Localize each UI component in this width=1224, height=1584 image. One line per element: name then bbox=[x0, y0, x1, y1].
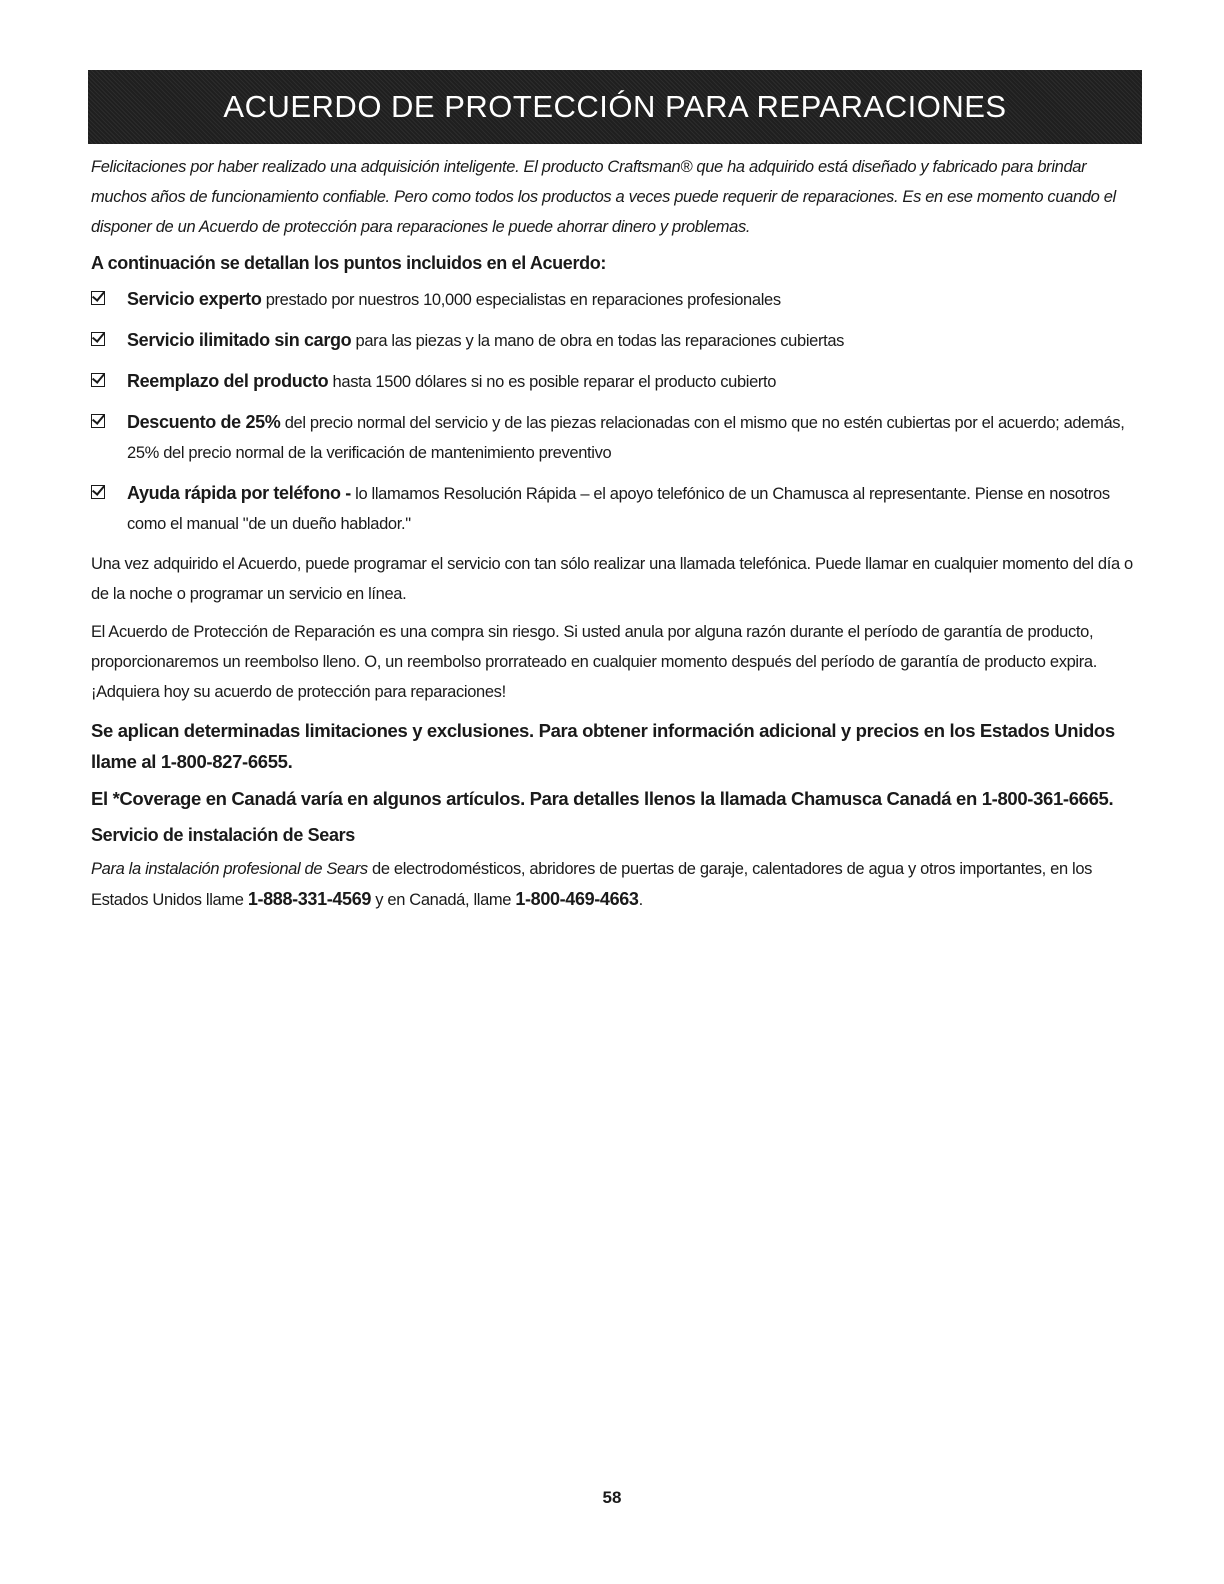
benefit-text: para las piezas y la mano de obra en todas las reparaciones cubiertas bbox=[351, 332, 845, 350]
benefit-title: Servicio experto bbox=[127, 289, 262, 309]
list-item bbox=[91, 284, 1141, 315]
installation-heading: Servicio de instalación de Sears bbox=[91, 825, 355, 845]
intro-paragraph: Felicitaciones por haber realizado una adquisición inteligente. El producto Craftsman® que ha adquirido está diseñado y fabricado para brindar muchos años de funcionamiento confiable. Pero como todos los productos a veces puede requerir de reparaciones. Es en ese momento cuando el disponer de un Acuerdo de protección para reparaciones le puede ahorrar dinero y problemas. bbox=[91, 158, 1116, 236]
list-item bbox=[91, 325, 1141, 356]
checkbox-checked-icon bbox=[91, 332, 105, 346]
installation-text-3: . bbox=[638, 891, 643, 909]
installation-text-2: y en Canadá, llame bbox=[371, 891, 516, 909]
benefit-title: Reemplazo del producto bbox=[127, 371, 329, 391]
benefit-title: Servicio ilimitado sin cargo bbox=[127, 330, 352, 350]
installation-lead: Para la instalación profesional de Sears bbox=[91, 860, 368, 878]
benefit-text: del precio normal del servicio y de las piezas relacionadas con el mismo que no estén cubiertas por el acuerdo; además, 25% del precio normal de la verificación de mantenimiento preventivo bbox=[127, 414, 1125, 462]
us-phone-number: 1-888-331-4569 bbox=[247, 889, 372, 909]
us-contact-notice: Se aplican determinadas limitaciones y exclusiones. Para obtener información adicional y precios en los Estados Unidos llame al 1-800-827-6655. bbox=[91, 720, 1115, 772]
title-banner bbox=[88, 70, 1142, 144]
benefit-text: hasta 1500 dólares si no es posible reparar el producto cubierto bbox=[328, 373, 777, 391]
risk-free-paragraph: El Acuerdo de Protección de Reparación es una compra sin riesgo. Si usted anula por alguna razón durante el período de garantía de producto, proporcionaremos un reembolso lleno. O, un reembolso prorrateado en cualquier momento después del período de garantía de producto expira. ¡Adquiera hoy su acuerdo de protección para reparaciones! bbox=[91, 623, 1097, 701]
installation-text-1: de electrodomésticos, abridores de puertas de garaje, calentadores de agua y otros importantes, en los Estados Unidos llame bbox=[91, 860, 1093, 909]
page-number: 58 bbox=[602, 1488, 622, 1507]
benefit-text: prestado por nuestros 10,000 especialistas en reparaciones profesionales bbox=[261, 291, 781, 309]
benefit-text: lo llamamos Resolución Rápida – el apoyo telefónico de un Chamusca al representante. Piense en nosotros como el manual "de un dueño hablador." bbox=[127, 485, 1110, 533]
checkbox-checked-icon bbox=[91, 485, 105, 499]
checkbox-checked-icon bbox=[91, 373, 105, 387]
installation-paragraph bbox=[91, 854, 1141, 915]
list-item bbox=[91, 366, 1141, 397]
benefit-title: Descuento de 25% bbox=[127, 412, 281, 432]
list-item bbox=[91, 478, 1141, 539]
canada-phone-number: 1-800-469-4663 bbox=[515, 889, 639, 909]
page-title: ACUERDO DE PROTECCIÓN PARA REPARACIONES bbox=[223, 89, 1007, 124]
list-item bbox=[91, 407, 1141, 468]
checkbox-checked-icon bbox=[91, 291, 105, 305]
scheduling-paragraph: Una vez adquirido el Acuerdo, puede programar el servicio con tan sólo realizar una llamada telefónica. Puede llamar en cualquier momento del día o de la noche o programar un servicio en línea. bbox=[91, 555, 1133, 603]
checkbox-checked-icon bbox=[91, 414, 105, 428]
benefits-heading: A continuación se detallan los puntos incluidos en el Acuerdo: bbox=[91, 253, 607, 273]
benefits-list bbox=[91, 284, 1141, 539]
canada-contact-notice: El *Coverage en Canadá varía en algunos artículos. Para detalles llenos la llamada Chamusca Canadá en 1-800-361-6665. bbox=[91, 788, 1114, 809]
page-content bbox=[91, 152, 1141, 923]
benefit-title: Ayuda rápida por teléfono - bbox=[127, 483, 351, 503]
